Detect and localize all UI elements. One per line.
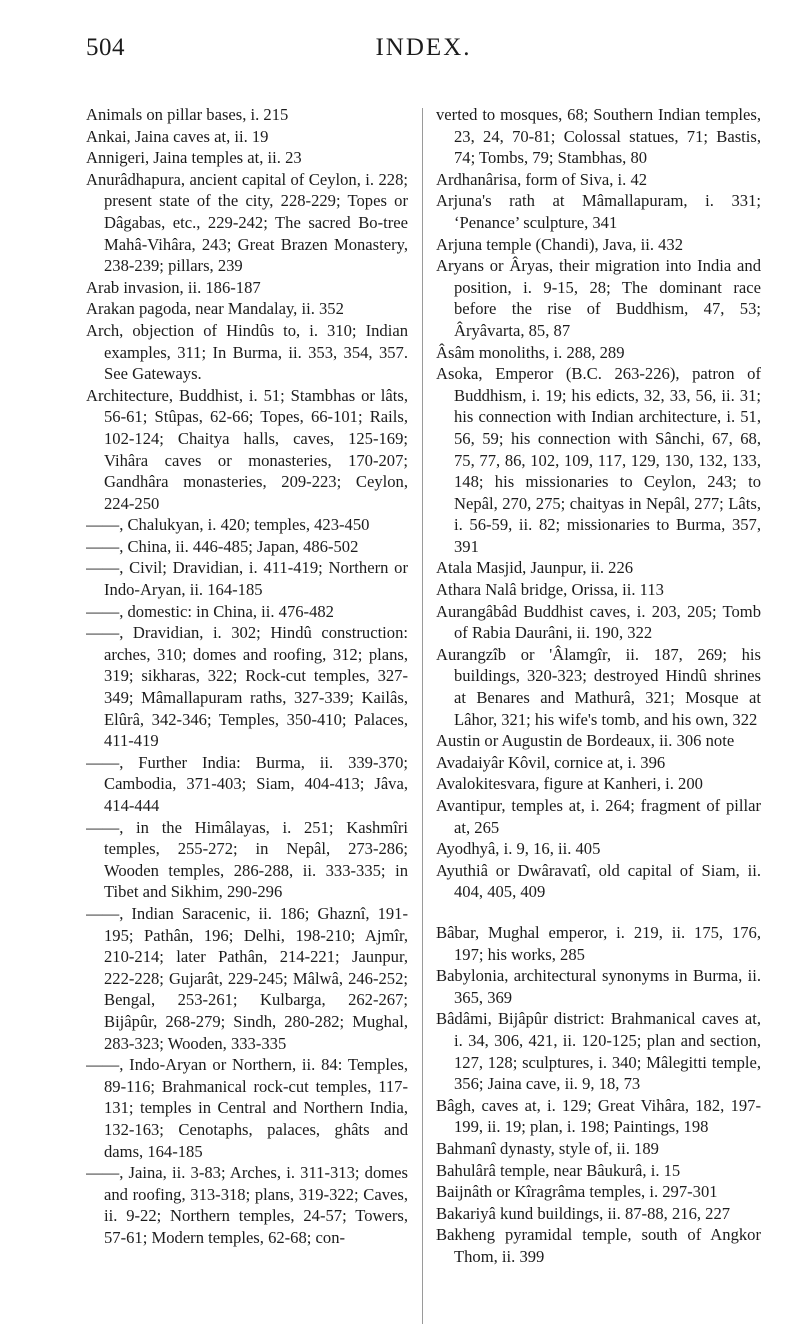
index-entry: Asoka, Emperor (B.C. 263-226), patron of Buddhism, i. 19; his edicts, 32, 33, 56, ii. 31; his connection with Indian architecture, i. 51, 56, 59; his connection with Sânchi, 67, 68, 75, 77, 86, 102, 109, 117, 129, 130, 132, 133, 148; his missionaries to Ceylon, 243; to Nepâl, 270, 275; chaityas in Nepâl, 277; Lâts, i. 56-59, ii. 82; missionaries to Burma, 357, 391	[436, 364, 761, 556]
page-number: 504	[86, 34, 125, 61]
index-entry: ——, Jaina, ii. 3-83; Arches, i. 311-313; domes and roofing, 313-318; plans, 319-322; Caves, ii. 9-22; Northern temples, 24-57; Towers, 57-61; Modern temples, 62-68; con-	[86, 1163, 408, 1247]
page-header	[86, 34, 761, 78]
index-entry: ——, Dravidian, i. 302; Hindû construction: arches, 310; domes and roofing, 312; plans, 319; sikharas, 322; Rock-cut temples, 327-349; Mâmallapuram raths, 327-339; Kailâs, Elûrâ, 342-346; Temples, 350-410; Palaces, 411-419	[86, 623, 408, 751]
index-columns	[86, 104, 761, 1324]
index-entry: ——, Indo-Aryan or Northern, ii. 84: Temples, 89-116; Brahmanical rock-cut temples, 117-131; temples in Central and Northern India, 132-163; Cenotaphs, palaces, ghâts and dams, 164-185	[86, 1055, 408, 1161]
index-entry: Athara Nalâ bridge, Orissa, ii. 113	[436, 580, 664, 600]
index-entry: Arch, objection of Hindûs to, i. 310; Indian examples, 311; In Burma, ii. 353, 354, 357. See Gateways.	[86, 320, 408, 384]
index-entry: Arab invasion, ii. 186-187	[86, 277, 261, 297]
index-entry: Arjuna temple (Chandi), Java, ii. 432	[436, 234, 684, 254]
column-divider	[422, 108, 423, 1324]
index-entry: ——, Civil; Dravidian, i. 411-419; Northern or Indo-Aryan, ii. 164-185	[86, 558, 408, 600]
index-entry: Aurangâbâd Buddhist caves, i. 203, 205; Tomb of Rabia Daurâni, ii. 190, 322	[436, 601, 761, 643]
index-entry: Bakheng pyramidal temple, south of Angkor Thom, ii. 399	[436, 1225, 761, 1266]
index-entry: Avantipur, temples at, i. 264; fragment of pillar at, 265	[436, 796, 761, 837]
index-entry: Bahmanî dynasty, style of, ii. 189	[436, 1138, 659, 1158]
index-entry: Arakan pagoda, near Mandalay, ii. 352	[86, 299, 344, 319]
index-entry: Annigeri, Jaina temples at, ii. 23	[86, 148, 302, 168]
index-entry: Bâdâmi, Bijâpûr district: Brahmanical caves at, i. 34, 306, 421, ii. 120-125; plan and section, 127, 128; sculptures, i. 340; Mâlegitti temple, 356; Jaina cave, ii. 9, 18, 73	[436, 1009, 761, 1094]
index-entry: Aurangzîb or 'Âlamgîr, ii. 187, 269; his buildings, 320-323; destroyed Hindû shrines at Benares and Mathurâ, 321; Mosque at Lâhor, 321; his wife's tomb, and his own, 322	[436, 644, 761, 729]
index-entry: Ayodhyâ, i. 9, 16, ii. 405	[436, 839, 601, 859]
index-entry: Bakariyâ kund buildings, ii. 87-88, 216, 227	[436, 1203, 731, 1223]
left-column	[86, 104, 408, 1324]
index-entry: Babylonia, architectural synonyms in Burma, ii. 365, 369	[436, 966, 761, 1007]
index-entry: Ayuthiâ or Dwâravatî, old capital of Siam, ii. 404, 405, 409	[436, 860, 761, 902]
index-entry: Baijnâth or Kîragrâma temples, i. 297-301	[436, 1182, 718, 1202]
index-entry: Atala Masjid, Jaunpur, ii. 226	[436, 558, 634, 578]
index-entry: ——, Further India: Burma, ii. 339-370; Cambodia, 371-403; Siam, 404-413; Jâva, 414-444	[86, 752, 408, 815]
index-entry: Ardhanârisa, form of Siva, i. 42	[436, 169, 648, 189]
index-entry: Bahulârâ temple, near Bâukurâ, i. 15	[436, 1160, 681, 1180]
index-entry: Bâbar, Mughal emperor, i. 219, ii. 175, 176, 197; his works, 285	[436, 922, 761, 964]
index-entry: Âsâm monoliths, i. 288, 289	[436, 342, 625, 362]
right-column	[436, 104, 761, 1324]
index-entry: ——, Chalukyan, i. 420; temples, 423-450	[86, 515, 370, 535]
index-entry: Ankai, Jaina caves at, ii. 19	[86, 126, 269, 146]
index-entry: ——, domestic: in China, ii. 476-482	[86, 601, 334, 621]
index-entry: verted to mosques, 68; Southern Indian temples, 23, 24, 70-81; Colossal statues, 71; Bastis, 74; Tombs, 79; Stambhas, 80	[436, 105, 761, 168]
index-entry: Austin or Augustin de Bordeaux, ii. 306 note	[436, 731, 735, 751]
index-entry: Aryans or Âryas, their migration into India and position, i. 9-15, 28; The dominant race before the rise of Buddhism, 47, 53; Âryâvarta, 85, 87	[436, 256, 761, 340]
running-head: INDEX.	[375, 34, 472, 61]
index-entry: Arjuna's rath at Mâmallapuram, i. 331; ‘Penance’ sculpture, 341	[436, 191, 761, 232]
index-entry: Avalokitesvara, figure at Kanheri, i. 200	[436, 774, 703, 794]
index-entry: ——, in the Himâlayas, i. 251; Kashmîri temples, 255-272; in Nepâl, 273-286; Wooden temples, 286-288, ii. 333-335; in Tibet and Sikhim, 290-296	[86, 817, 408, 902]
index-entry: ——, China, ii. 446-485; Japan, 486-502	[86, 536, 359, 556]
index-entry: Animals on pillar bases, i. 215	[86, 105, 289, 124]
index-entry: Anurâdhapura, ancient capital of Ceylon, i. 228; present state of the city, 228-229; Topes or Dâgabas, etc., 229-242; The sacred Bo-tree Mahâ-Vihâra, 243; Great Brazen Monastery, 238-239; pillars, 239	[86, 169, 408, 276]
index-entry: Architecture, Buddhist, i. 51; Stambhas or lâts, 56-61; Stûpas, 62-66; Topes, 66-101; Rails, 102-124; Chaitya halls, caves, 125-169; Vihâra caves or monasteries, 170-207; Gandhâra monasteries, 209-223; Ceylon, 224-250	[86, 385, 408, 513]
index-entry: ——, Indian Saracenic, ii. 186; Ghaznî, 191-195; Pathân, 196; Delhi, 198-210; Ajmîr, 210-214; later Pathân, 214-221; Jaunpur, 222-228; Gujarât, 229-245; Mâlwâ, 246-252; Bengal, 253-261; Kulbarga, 262-267; Bijâpûr, 268-279; Sindh, 280-282; Mughal, 283-323; Wooden, 333-335	[86, 903, 408, 1053]
index-entry: Bâgh, caves at, i. 129; Great Vihâra, 182, 197-199, ii. 19; plan, i. 198; Paintings, 198	[436, 1095, 761, 1137]
index-entry: Avadaiyâr Kôvil, cornice at, i. 396	[436, 752, 666, 772]
